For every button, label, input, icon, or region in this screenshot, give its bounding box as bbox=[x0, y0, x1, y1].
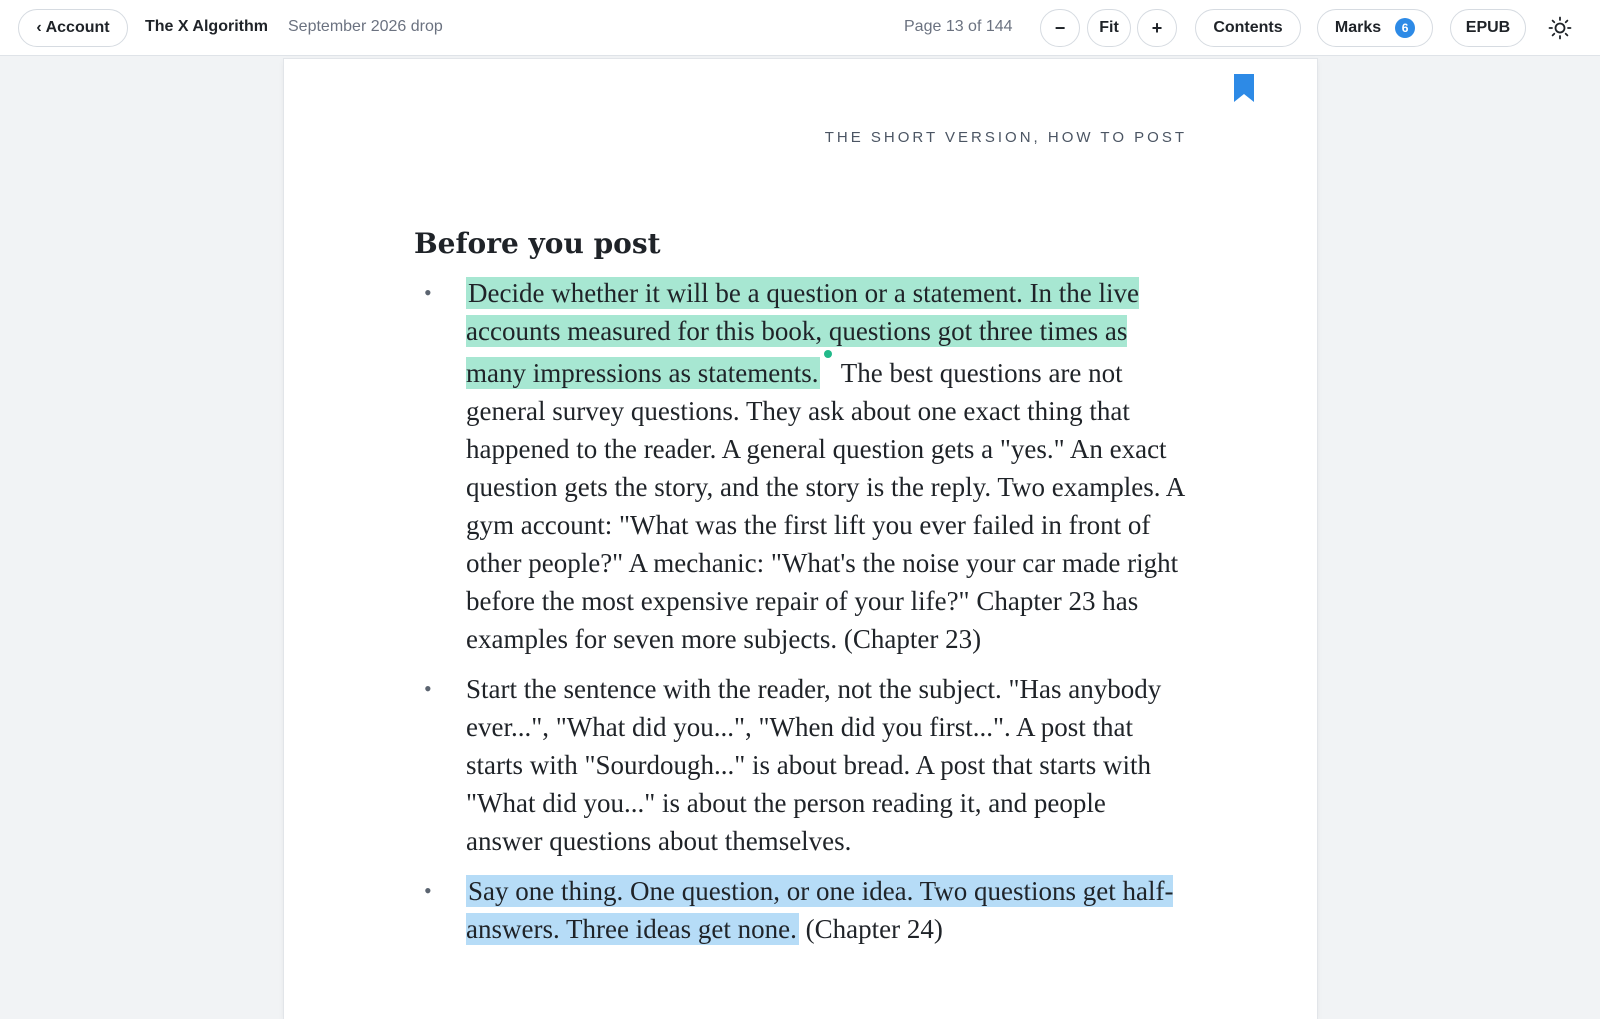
top-toolbar bbox=[0, 0, 1600, 56]
bullet-marker: • bbox=[424, 280, 432, 305]
highlight-green[interactable]: Decide whether it will be a question or a statement. In the live accounts measured for this book, questions got three times as many impressions as statements. bbox=[466, 278, 1140, 388]
back-to-account-button[interactable]: ‹ Account bbox=[18, 9, 128, 47]
marks-button[interactable] bbox=[1317, 9, 1433, 47]
paragraph-text: Start the sentence with the reader, not the subject. "Has anybody ever...", "What did you...", "When did you first...". A post that starts with "Sourdough..." is about bread. A post that starts with "What did you..." is about the person reading it, and people answer questions about themselves. bbox=[466, 674, 1162, 856]
highlight-blue[interactable]: Say one thing. One question, or one idea. Two questions get half-answers. Three ideas get none. bbox=[466, 876, 1174, 944]
contents-button[interactable]: Contents bbox=[1195, 9, 1301, 47]
bullet-marker: • bbox=[424, 878, 432, 903]
book-title: The X Algorithm bbox=[145, 18, 268, 35]
epub-button[interactable]: EPUB bbox=[1450, 9, 1526, 47]
zoom-out-button[interactable]: − bbox=[1040, 9, 1080, 47]
sun-icon[interactable] bbox=[1548, 16, 1572, 40]
bookmark-icon[interactable] bbox=[1234, 74, 1254, 102]
list-item bbox=[414, 670, 1184, 860]
page-indicator: Page 13 of 144 bbox=[904, 18, 1013, 35]
bullet-marker: • bbox=[424, 676, 432, 701]
list-item bbox=[414, 274, 1184, 658]
marks-label: Marks bbox=[1334, 19, 1382, 36]
note-dot-icon[interactable] bbox=[824, 350, 832, 358]
book-page[interactable] bbox=[284, 59, 1317, 1019]
marks-count-badge: 6 bbox=[1395, 18, 1415, 38]
section-heading: Before you post bbox=[414, 227, 661, 260]
zoom-fit-button[interactable]: Fit bbox=[1087, 9, 1131, 47]
zoom-in-button[interactable]: + bbox=[1137, 9, 1177, 47]
paragraph-text: (Chapter 24) bbox=[805, 914, 943, 944]
bullet-list bbox=[414, 274, 1184, 960]
paragraph-text: The best questions are not general survey questions. They ask about one exact thing that happened to the reader. A general question gets a "yes." An exact question gets the story, and the story is the reply. Two examples. A gym account: "What was the first lift you ever failed in front of other people?" A mechanic: "What's the noise your car made right before the most expensive repair of your life?" Chapter 23 has examples for seven more subjects. (Chapter 23) bbox=[466, 358, 1184, 654]
list-item bbox=[414, 872, 1184, 948]
running-head: THE SHORT VERSION, HOW TO POST bbox=[824, 129, 1187, 146]
book-subtitle: September 2026 drop bbox=[288, 18, 443, 35]
